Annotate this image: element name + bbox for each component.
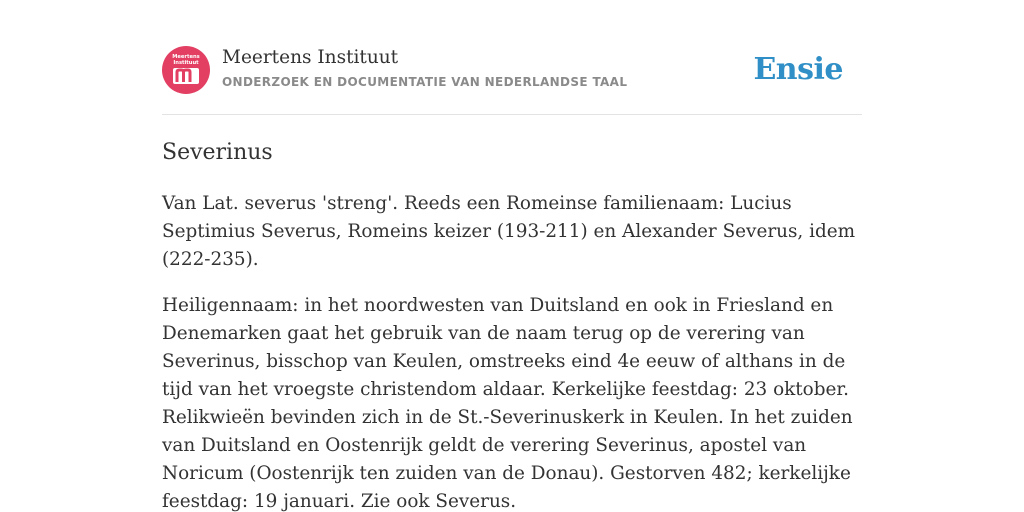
entry-title: Severinus xyxy=(162,140,273,165)
ensie-brand-logo[interactable]: Ensie xyxy=(753,52,843,87)
meertens-logo[interactable] xyxy=(162,46,210,94)
site-header xyxy=(162,46,862,115)
org-name[interactable]: Meertens Instituut xyxy=(222,47,399,68)
entry-paragraph: Van Lat. severus 'streng'. Reeds een Romeinse familienaam: Lucius Septimius Severus, Romeins keizer (193-211) en Alexander Severus, idem (222-235). xyxy=(162,193,856,270)
entry-content xyxy=(162,138,862,512)
org-subtitle: ONDERZOEK EN DOCUMENTATIE VAN NEDERLANDSE TAAL xyxy=(222,75,628,89)
logo-text: Meertens Instituut xyxy=(172,54,200,66)
entry-paragraph: Heiligennaam: in het noordwesten van Duitsland en ook in Friesland en Denemarken gaat het gebruik van de naam terug op de verering van Severinus, bisschop van Keulen, omstreeks eind 4e eeuw of althans in de tijd van het vroegste christendom aldaar. Kerkelijke feestdag: 23 oktober. Relikwieën bevinden zich in de St.-Severinuskerk in Keulen. In het zuiden van Duitsland en Oostenrijk geldt de verering Severinus, apostel van Noricum (Oostenrijk ten zuiden van de Donau). Gestorven 482; kerkelijke feestdag: 19 januari. Zie ook Severus. xyxy=(162,295,853,512)
